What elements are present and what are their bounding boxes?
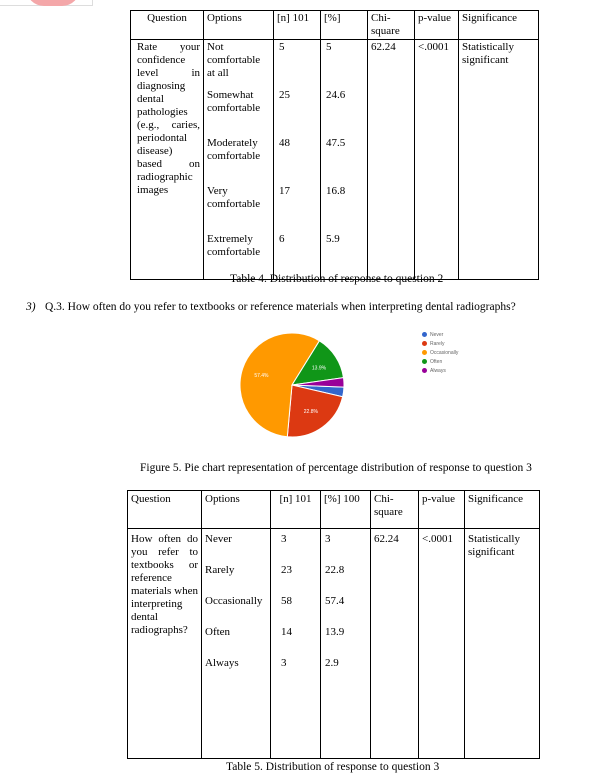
pct-cell: 5 (326, 41, 332, 53)
significance-value: Statistically significant (459, 40, 539, 280)
legend-item-often: Often (422, 357, 458, 366)
pct-column (321, 40, 368, 280)
pct-cell: 16.8 (326, 185, 346, 197)
pct-cell: 5.9 (326, 233, 340, 245)
question-3-text: Q.3. How often do you refer to textbooks or reference materials when interpreting dental radiographs? (45, 301, 516, 313)
pie-label-often: 13.9% (311, 365, 327, 372)
n-cell: 6 (279, 233, 285, 245)
figure-5-caption: Figure 5. Pie chart representation of percentage distribution of response to question 3 (140, 462, 532, 474)
question-3-number: 3) (26, 301, 36, 313)
option-cell: Extremely comfortable (207, 233, 261, 258)
n-cell: 14 (281, 626, 292, 638)
option-cell: Somewhat comfortable (207, 89, 261, 114)
table-row (128, 529, 540, 759)
option-cell: Occasionally (205, 595, 263, 607)
table-row (131, 40, 539, 280)
p-value: <.0001 (415, 40, 459, 280)
pie-legend (422, 330, 458, 375)
option-cell: Never (205, 533, 232, 545)
header-pct: [%] (321, 11, 368, 40)
question-text: How often do you refer to textbooks or reference materials when interpreting dental radiographs? (128, 529, 202, 759)
legend-swatch (422, 341, 427, 346)
n-cell: 5 (279, 41, 285, 53)
header-question: Question (131, 11, 204, 40)
n-cell: 25 (279, 89, 290, 101)
legend-swatch (422, 359, 427, 364)
option-cell: Not comfortable at all (207, 41, 261, 79)
option-cell: Always (205, 657, 239, 669)
n-cell: 3 (281, 657, 287, 669)
option-cell: Often (205, 626, 231, 638)
chi-square-value: 62.24 (368, 40, 415, 280)
n-cell: 23 (281, 564, 292, 576)
header-pct: [%] 100 (321, 491, 371, 529)
option-cell: Very comfortable (207, 185, 261, 210)
pct-cell: 57.4 (325, 595, 345, 607)
pct-cell: 24.6 (326, 89, 346, 101)
chi-square-value: 62.24 (371, 529, 419, 759)
pie-label-rarely: 22.8% (303, 409, 318, 416)
legend-item-never: Never (422, 330, 458, 339)
pct-column (321, 529, 371, 759)
n-column (274, 40, 321, 280)
legend-item-always: Always (422, 366, 458, 375)
header-significance: Significance (465, 491, 540, 529)
header-chi: Chi-square (371, 491, 419, 529)
n-cell: 3 (281, 533, 287, 545)
table-4-caption: Table 4. Distribution of response to question 2 (230, 273, 444, 285)
legend-swatch (422, 332, 427, 337)
options-column (202, 529, 271, 759)
p-value: <.0001 (419, 529, 465, 759)
legend-swatch (422, 350, 427, 355)
table-5 (127, 490, 540, 759)
n-column (271, 529, 321, 759)
header-p: p-value (415, 11, 459, 40)
pct-cell: 22.8 (325, 564, 345, 576)
header-options: Options (202, 491, 271, 529)
legend-swatch (422, 368, 427, 373)
option-cell: Rarely (205, 564, 235, 576)
legend-item-occasionally: Occasionally (422, 348, 458, 357)
pct-cell: 3 (325, 533, 331, 545)
pct-cell: 13.9 (325, 626, 345, 638)
pct-cell: 2.9 (325, 657, 339, 669)
pie-label-occasionally: 57.4% (254, 372, 269, 379)
header-significance: Significance (459, 11, 539, 40)
legend-item-rarely: Rarely (422, 339, 458, 348)
header-question: Question (128, 491, 202, 529)
table-header-row (131, 11, 539, 40)
option-cell: Moderately comfortable (207, 137, 261, 162)
question-text: Rate your confidence level in diagnosing dental pathologies (e.g., caries, periodontal disease) based on radiographic images (131, 40, 204, 280)
header-n: [n] 101 (271, 491, 321, 529)
significance-value: Statistically significant (465, 529, 540, 759)
n-cell: 48 (279, 137, 290, 149)
header-p: p-value (419, 491, 465, 529)
options-column (204, 40, 274, 280)
header-n: [n] 101 (274, 11, 321, 40)
header-options: Options (204, 11, 274, 40)
pie-chart (220, 320, 360, 450)
table-4 (130, 10, 539, 280)
table-header-row (128, 491, 540, 529)
n-cell: 17 (279, 185, 290, 197)
pct-cell: 47.5 (326, 137, 346, 149)
header-chi: Chi-square (368, 11, 415, 40)
table-5-caption: Table 5. Distribution of response to question 3 (226, 761, 440, 773)
n-cell: 58 (281, 595, 292, 607)
